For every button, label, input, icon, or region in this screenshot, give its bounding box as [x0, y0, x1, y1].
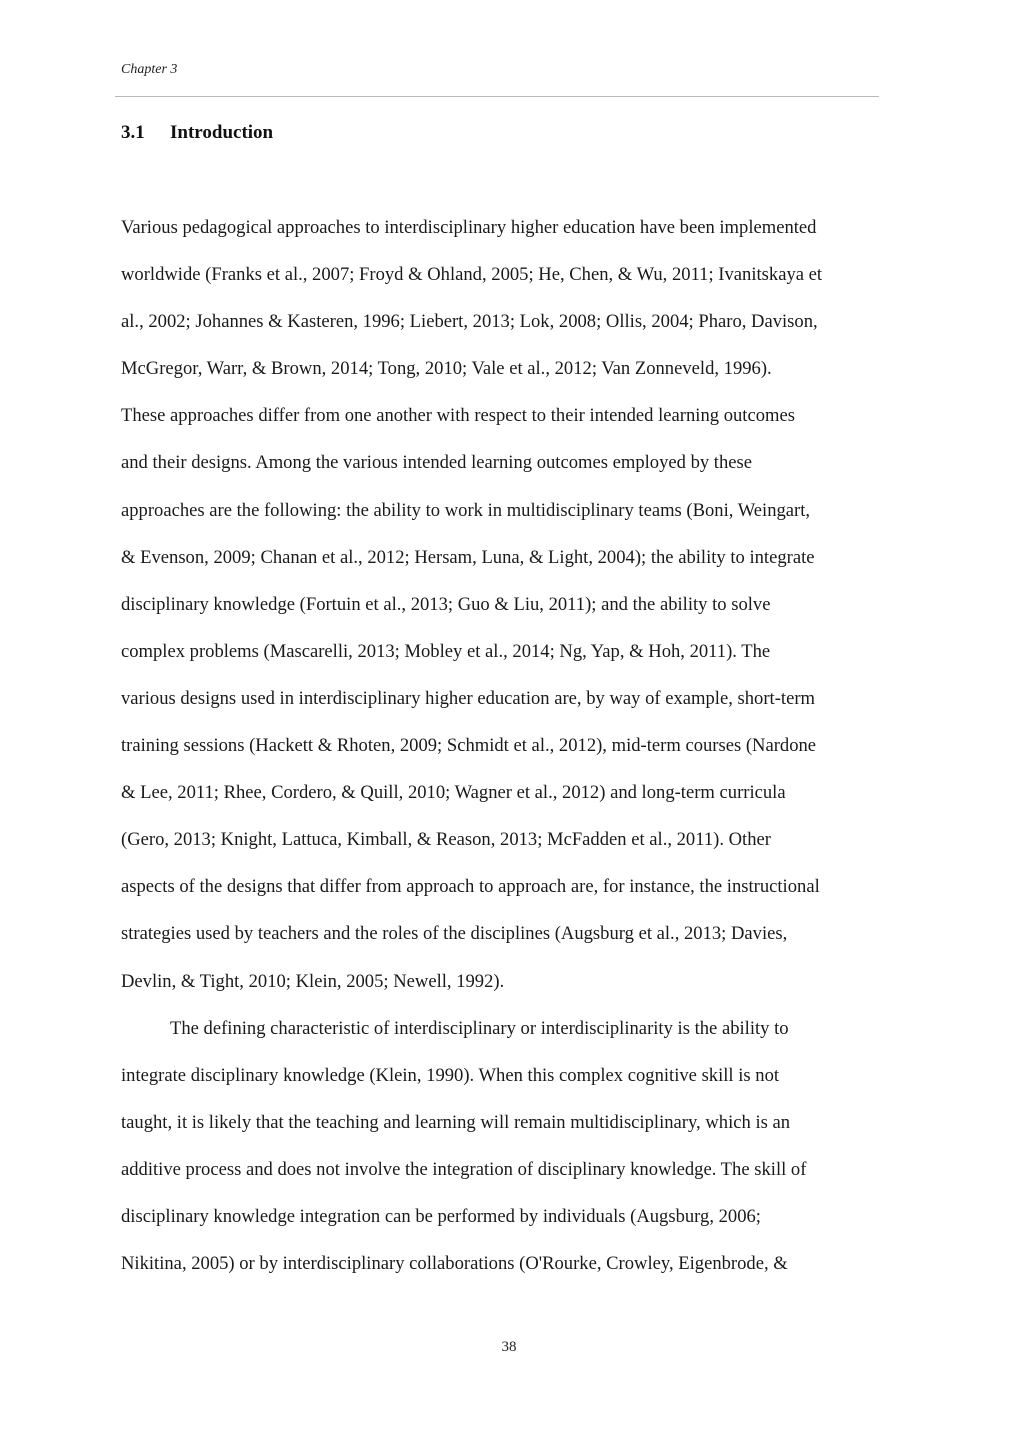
text-line: Various pedagogical approaches to interdisciplinary higher education have been implemented	[121, 217, 817, 238]
text-line: worldwide (Franks et al., 2007; Froyd & Ohland, 2005; He, Chen, & Wu, 2011; Ivanitskaya et	[121, 264, 823, 286]
body-text	[121, 204, 911, 1287]
paragraph-1	[121, 204, 911, 1005]
paragraph-2	[121, 1005, 911, 1288]
text-line: & Lee, 2011; Rhee, Cordero, & Quill, 2010; Wagner et al., 2012) and long-term curricula	[121, 782, 786, 804]
text-line: and their designs. Among the various intended learning outcomes employed by these	[121, 452, 753, 474]
text-line: additive process and does not involve the integration of disciplinary knowledge. The skill of	[121, 1158, 807, 1180]
text-line: aspects of the designs that differ from approach to approach are, for instance, the instructional	[121, 876, 820, 898]
text-line: training sessions (Hackett & Rhoten, 2009; Schmidt et al., 2012), mid-term courses (Nardone	[121, 735, 817, 757]
text-line: integrate disciplinary knowledge (Klein, 1990). When this complex cognitive skill is not	[121, 1064, 780, 1086]
text-line: The defining characteristic of interdisciplinary or interdisciplinarity is the ability to	[170, 1017, 789, 1039]
section-title: Introduction	[170, 122, 274, 143]
header-rule	[115, 96, 879, 97]
text-line: Nikitina, 2005) or by interdisciplinary collaborations (O'Rourke, Crowley, Eigenbrode, &	[121, 1253, 788, 1275]
text-line: disciplinary knowledge integration can be performed by individuals (Augsburg, 2006;	[121, 1205, 761, 1227]
text-line: & Evenson, 2009; Chanan et al., 2012; Hersam, Luna, & Light, 2004); the ability to integrate	[121, 546, 815, 568]
text-line: McGregor, Warr, & Brown, 2014; Tong, 2010; Vale et al., 2012; Van Zonneveld, 1996).	[121, 358, 772, 380]
text-line: various designs used in interdisciplinary higher education are, by way of example, short-term	[121, 687, 815, 709]
section-number: 3.1	[121, 122, 145, 143]
text-line: These approaches differ from one another with respect to their intended learning outcomes	[121, 405, 795, 427]
text-line: approaches are the following: the ability to work in multidisciplinary teams (Boni, Weingart,	[121, 499, 811, 521]
text-line: complex problems (Mascarelli, 2013; Mobley et al., 2014; Ng, Yap, & Hoh, 2011). The	[121, 640, 771, 662]
text-line: (Gero, 2013; Knight, Lattuca, Kimball, & Reason, 2013; McFadden et al., 2011). Other	[121, 829, 771, 851]
section-heading	[121, 122, 273, 144]
text-line: al., 2002; Johannes & Kasteren, 1996; Liebert, 2013; Lok, 2008; Ollis, 2004; Pharo, Davison,	[121, 311, 818, 333]
running-header: Chapter 3	[121, 62, 178, 77]
page-number: 38	[501, 1339, 517, 1355]
text-line: disciplinary knowledge (Fortuin et al., 2013; Guo & Liu, 2011); and the ability to solve	[121, 593, 771, 615]
text-line: taught, it is likely that the teaching and learning will remain multidisciplinary, which is an	[121, 1111, 791, 1133]
text-line: strategies used by teachers and the roles of the disciplines (Augsburg et al., 2013; Davies,	[121, 923, 788, 945]
text-line: Devlin, & Tight, 2010; Klein, 2005; Newell, 1992).	[121, 970, 505, 992]
